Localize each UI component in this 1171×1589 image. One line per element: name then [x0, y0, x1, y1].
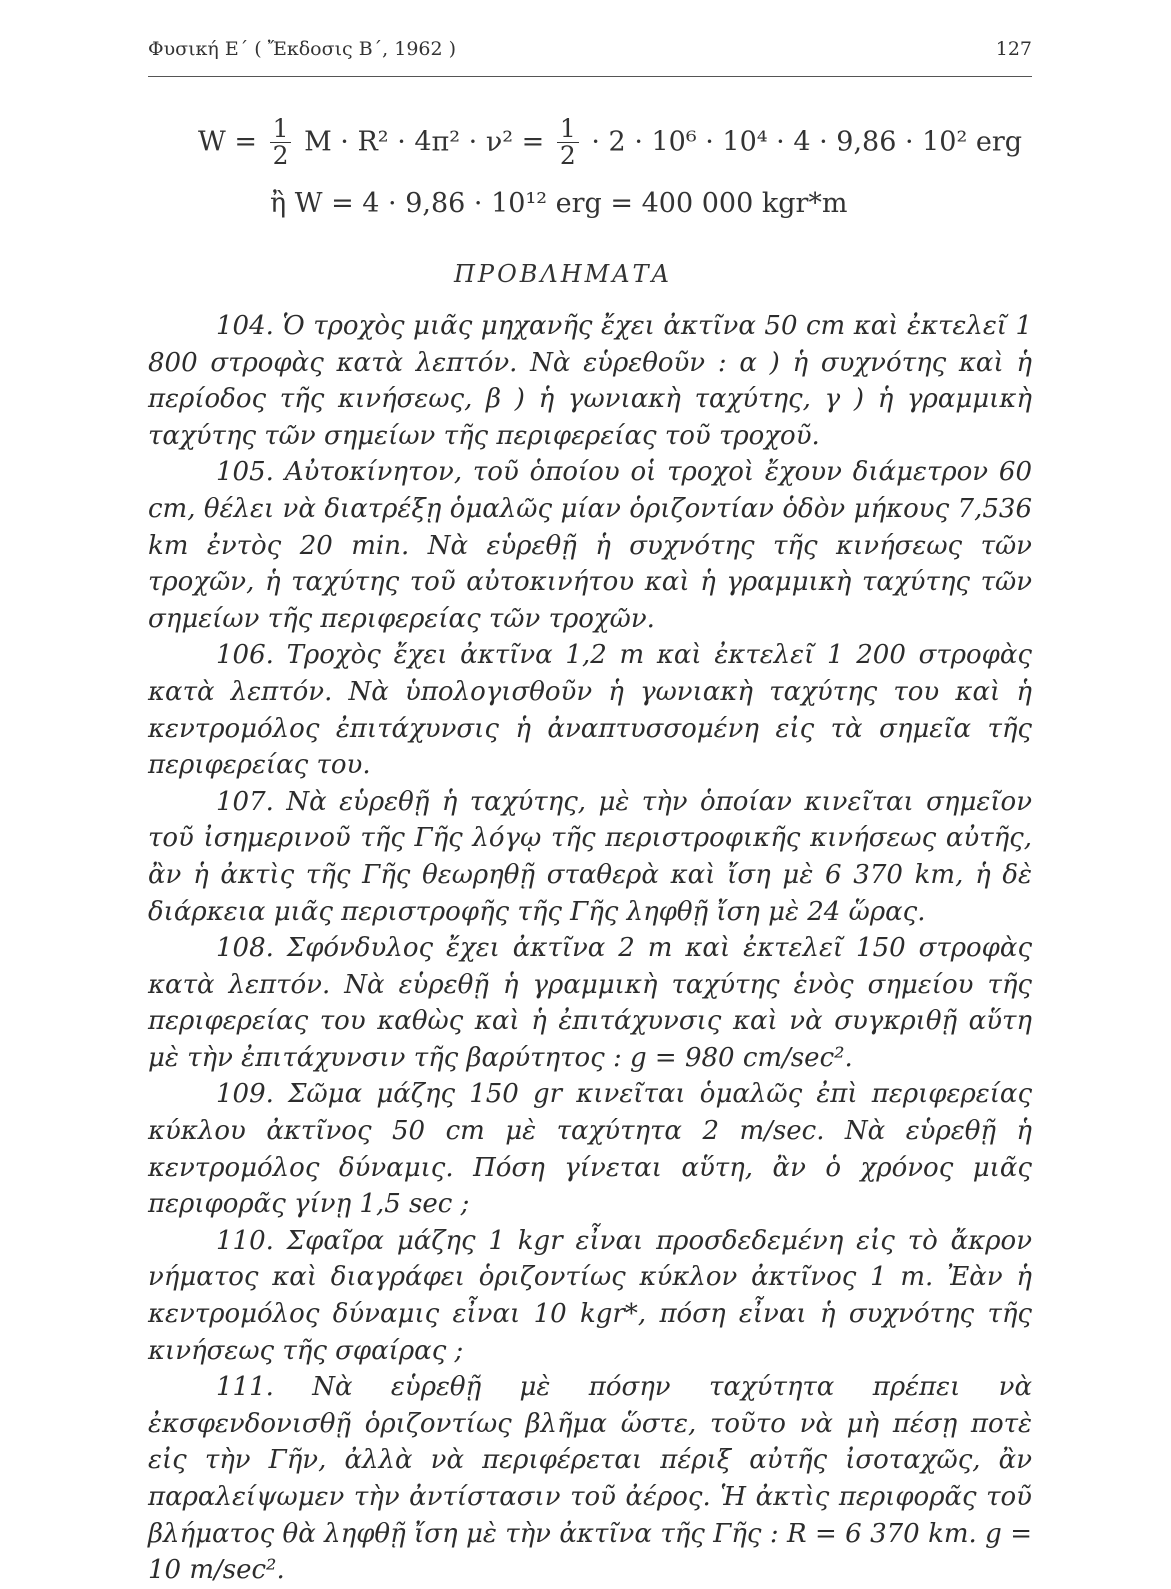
formula-middle: M · R² · 4π² · ν² =	[304, 126, 545, 158]
problem-108	[148, 930, 1032, 1076]
running-header	[148, 38, 1032, 68]
problem-107	[148, 784, 1032, 930]
problems-list	[148, 308, 1032, 1589]
problem-number: 104.	[216, 311, 274, 341]
problem-text: Ὁ τροχὸς μιᾶς μηχανῆς ἔχει ἀκτῖνα 50 cm καὶ ἐκτελεῖ 1 800 στροφὰς κατὰ λεπτόν. Νὰ εὑρεθοῦν : α ) ἡ συχνότης καὶ ἡ περίοδος τῆς κινήσεως, β ) ἡ γωνιακὴ ταχύτης, γ ) ἡ γραμμικὴ ταχύτης τῶν σημείων τῆς περιφερείας τοῦ τροχοῦ.	[148, 311, 1033, 451]
work-formula-line-2: ἢ W = 4 · 9,86 · 10¹² erg = 400 000 kgr*m	[270, 188, 848, 219]
problem-text: Τροχὸς ἔχει ἀκτῖνα 1,2 m καὶ ἐκτελεῖ 1 200 στροφὰς κατὰ λεπτόν. Νὰ ὑπολογισθοῦν ἡ γωνιακὴ ταχύτης του καὶ ἡ κεντρομόλος ἐπιτάχυνσις ἡ ἀναπτυσσομένη εἰς τὰ σημεῖα τῆς περιφερείας του.	[148, 640, 1032, 781]
problem-text: Σφαῖρα μάζης 1 kgr εἶναι προσδεδεμένη εἰς τὸ ἄκρον νήματος καὶ διαγράφει ὁριζοντίως κύκλον ἀκτῖνος 1 m. Ἐὰν ἡ κεντρομόλος δύναμις εἶναι 10 kgr*, πόση εἶναι ἡ συχνότης τῆς κινήσεως τῆς σφαίρας ;	[148, 1225, 1032, 1366]
problem-text: Σῶμα μάζης 150 gr κινεῖται ὁμαλῶς ἐπὶ περιφερείας κύκλου ἀκτῖνος 50 cm μὲ ταχύτητα 2 m/sec. Νὰ εὑρεθῇ ἡ κεντρομόλος δύναμις. Πόση γίνεται αὕτη, ἂν ὁ χρόνος μιᾶς περιφορᾶς γίνῃ 1,5 sec ;	[148, 1079, 1033, 1220]
fraction-denominator: 2	[272, 141, 289, 171]
fraction-denominator: 2	[559, 141, 576, 171]
problem-number: 110.	[216, 1225, 274, 1256]
formula-lhs: W =	[198, 126, 257, 158]
problem-text: Νὰ εὑρεθῇ ἡ ταχύτης, μὲ τὴν ὁποίαν κινεῖται σημεῖον τοῦ ἰσημερινοῦ τῆς Γῆς λόγῳ τῆς περιστροφικῆς κινήσεως αὐτῆς, ἂν ἡ ἀκτὶς τῆς Γῆς θεωρηθῇ σταθερὰ καὶ ἴση μὲ 6 370 km, ἡ δὲ διάρκεια μιᾶς περιστροφῆς τῆς Γῆς ληφθῇ ἴση μὲ 24 ὥρας.	[148, 786, 1033, 927]
problem-104	[148, 308, 1032, 454]
problem-number: 106.	[216, 640, 274, 671]
problem-110	[148, 1223, 1032, 1369]
problem-text: Αὐτοκίνητον, τοῦ ὁποίου οἱ τροχοὶ ἔχουν διάμετρον 60 cm, θέλει νὰ διατρέξῃ ὁμαλῶς μίαν ὁριζοντίαν ὁδὸν μήκους 7,536 km ἐντὸς 20 min. Νὰ εὑρεθῇ ἡ συχνότης τῆς κινήσεως τῶν τροχῶν, ἡ ταχύτης τοῦ αὐτοκινήτου καὶ ἡ γραμμικὴ ταχύτης τῶν σημείων τῆς περιφερείας τῶν τροχῶν.	[148, 457, 1033, 634]
problem-number: 108.	[216, 933, 274, 964]
work-formula-line-1	[198, 116, 1022, 170]
page-number: 127	[995, 38, 1032, 60]
fraction-one-half	[270, 116, 292, 170]
problem-105	[148, 454, 1032, 637]
problem-106	[148, 637, 1032, 783]
problem-number: 109.	[216, 1079, 274, 1110]
formula-rhs: · 2 · 10⁶ · 10⁴ · 4 · 9,86 · 10² erg	[591, 126, 1023, 158]
problem-111	[148, 1369, 1032, 1589]
problem-text: Σφόνδυλος ἔχει ἀκτῖνα 2 m καὶ ἐκτελεῖ 150 στροφὰς κατὰ λεπτόν. Νὰ εὑρεθῇ ἡ γραμμικὴ ταχύτης ἑνὸς σημείου τῆς περιφερείας του καθὼς καὶ ἡ ἐπιτάχυνσις καὶ νὰ συγκριθῇ αὕτη μὲ τὴν ἐπιτάχυνσιν τῆς βαρύτητος : g = 980 cm/sec².	[148, 933, 1033, 1073]
header-title: Φυσική Ε΄ ( Ἔκδοσις Β΄, 1962 )	[148, 38, 457, 60]
problem-number: 105.	[216, 457, 274, 488]
header-rule	[148, 76, 1032, 77]
fraction-numerator: 1	[557, 116, 579, 143]
fraction-numerator: 1	[270, 116, 292, 143]
section-heading: ΠΡΟΒΛΗΜΑΤΑ	[454, 260, 672, 288]
fraction-one-half	[557, 116, 579, 170]
problem-number: 111.	[216, 1372, 274, 1403]
problem-text: Νὰ εὑρεθῇ μὲ πόσην ταχύτητα πρέπει νὰ ἐκσφενδονισθῇ ὁριζοντίως βλῆμα ὥστε, τοῦτο νὰ μὴ πέσῃ ποτὲ εἰς τὴν Γῆν, ἀλλὰ νὰ περιφέρεται πέριξ αὐτῆς ἰσοταχῶς, ἂν παραλείψωμεν τὴν ἀντίστασιν τοῦ ἀέρος. Ἡ ἀκτὶς περιφορᾶς τοῦ βλήματος θὰ ληφθῇ ἴση μὲ τὴν ἀκτῖνα τῆς Γῆς : R = 6 370 km. g = 10 m/sec².	[148, 1372, 1033, 1586]
problem-number: 107.	[216, 786, 274, 817]
problem-109	[148, 1076, 1032, 1222]
